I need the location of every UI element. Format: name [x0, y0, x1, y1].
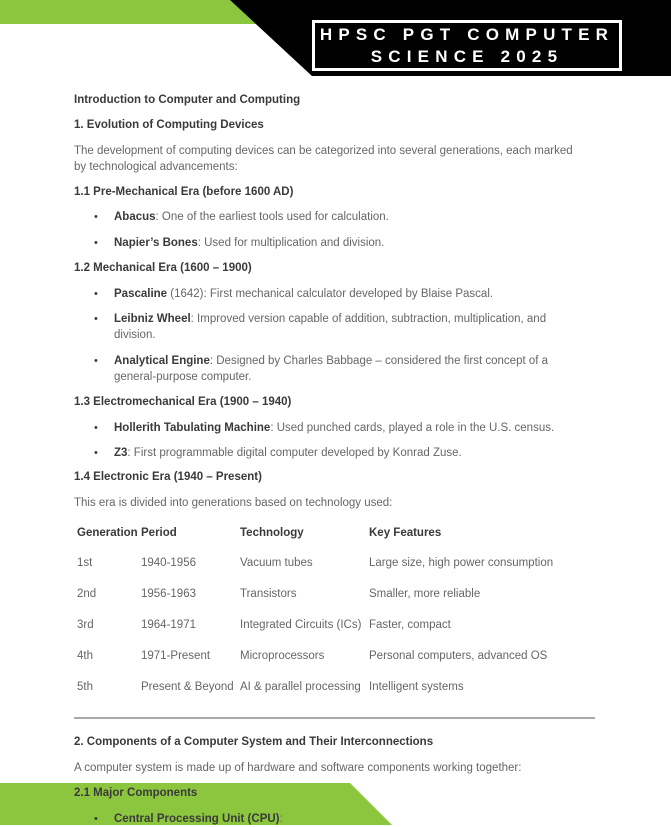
- list-item: Z3: First programmable digital computer developed by Konrad Zuse.: [114, 447, 462, 459]
- table-cell: AI & parallel processing: [240, 681, 361, 693]
- section-2-1-heading: 2.1 Major Components: [74, 787, 198, 799]
- section-divider: [74, 717, 595, 719]
- table-cell: 1st: [77, 557, 93, 569]
- section-1-2-heading: 1.2 Mechanical Era (1600 – 1900): [74, 262, 252, 274]
- table-header-technology: Technology: [240, 527, 304, 539]
- document-title-box: [312, 20, 622, 71]
- table-cell: Present & Beyond: [141, 681, 234, 693]
- list-item: Central Processing Unit (CPU):: [114, 813, 283, 825]
- bullet: •: [94, 422, 98, 434]
- table-cell: 4th: [77, 650, 93, 662]
- bullet: •: [94, 355, 98, 367]
- table-cell: Vacuum tubes: [240, 557, 313, 569]
- list-item: Pascaline (1642): First mechanical calculator developed by Blaise Pascal.: [114, 288, 494, 300]
- list-item: Leibniz Wheel: Improved version capable of addition, subtraction, multiplication, and division.: [114, 313, 547, 341]
- section-1-3-heading: 1.3 Electromechanical Era (1900 – 1940): [74, 396, 292, 408]
- bullet: •: [94, 237, 98, 249]
- list-item: Analytical Engine: Designed by Charles Babbage – considered the first concept of a general-purpose computer.: [114, 355, 549, 383]
- table-cell: 1956-1963: [141, 588, 196, 600]
- section-2-heading: 2. Components of a Computer System and Their Interconnections: [74, 736, 434, 748]
- table-cell: Integrated Circuits (ICs): [240, 619, 362, 631]
- table-header-key-features: Key Features: [369, 527, 442, 539]
- section-1-paragraph: The development of computing devices can be categorized into several generations, each marked by technological advancements:: [74, 145, 573, 173]
- bullet: •: [94, 211, 98, 223]
- table-cell: 3rd: [77, 619, 94, 631]
- bullet: •: [94, 288, 98, 300]
- table-cell: 5th: [77, 681, 93, 693]
- section-1-4-paragraph: This era is divided into generations based on technology used:: [74, 497, 393, 509]
- list-item: Abacus: One of the earliest tools used for calculation.: [114, 211, 389, 223]
- list-item: Hollerith Tabulating Machine: Used punched cards, played a role in the U.S. census.: [114, 422, 555, 434]
- section-1-1-heading: 1.1 Pre-Mechanical Era (before 1600 AD): [74, 186, 294, 198]
- section-1-heading: 1. Evolution of Computing Devices: [74, 119, 264, 131]
- intro-heading: Introduction to Computer and Computing: [74, 94, 301, 106]
- table-cell: Large size, high power consumption: [369, 557, 554, 569]
- table-cell: 1971-Present: [141, 650, 211, 662]
- table-cell: 2nd: [77, 588, 97, 600]
- section-2-paragraph: A computer system is made up of hardware and software components working together:: [74, 762, 522, 774]
- table-cell: Intelligent systems: [369, 681, 464, 693]
- list-item: Napier’s Bones: Used for multiplication and division.: [114, 237, 385, 249]
- table-cell: Transistors: [240, 588, 297, 600]
- table-cell: 1940-1956: [141, 557, 196, 569]
- table-header-period: Period: [141, 527, 177, 539]
- bullet: •: [94, 447, 98, 459]
- table-cell: Personal computers, advanced OS: [369, 650, 548, 662]
- title-line-1: HPSC PGT COMPUTER: [319, 24, 615, 44]
- table-cell: 1964-1971: [141, 619, 196, 631]
- section-1-4-heading: 1.4 Electronic Era (1940 – Present): [74, 471, 262, 483]
- bullet: •: [94, 813, 98, 825]
- title-line-2: SCIENCE 2025: [370, 46, 564, 66]
- table-cell: Smaller, more reliable: [369, 588, 481, 600]
- table-header-generation: Generation: [77, 527, 138, 539]
- table-cell: Microprocessors: [240, 650, 325, 662]
- bullet: •: [94, 313, 98, 325]
- table-cell: Faster, compact: [369, 619, 451, 631]
